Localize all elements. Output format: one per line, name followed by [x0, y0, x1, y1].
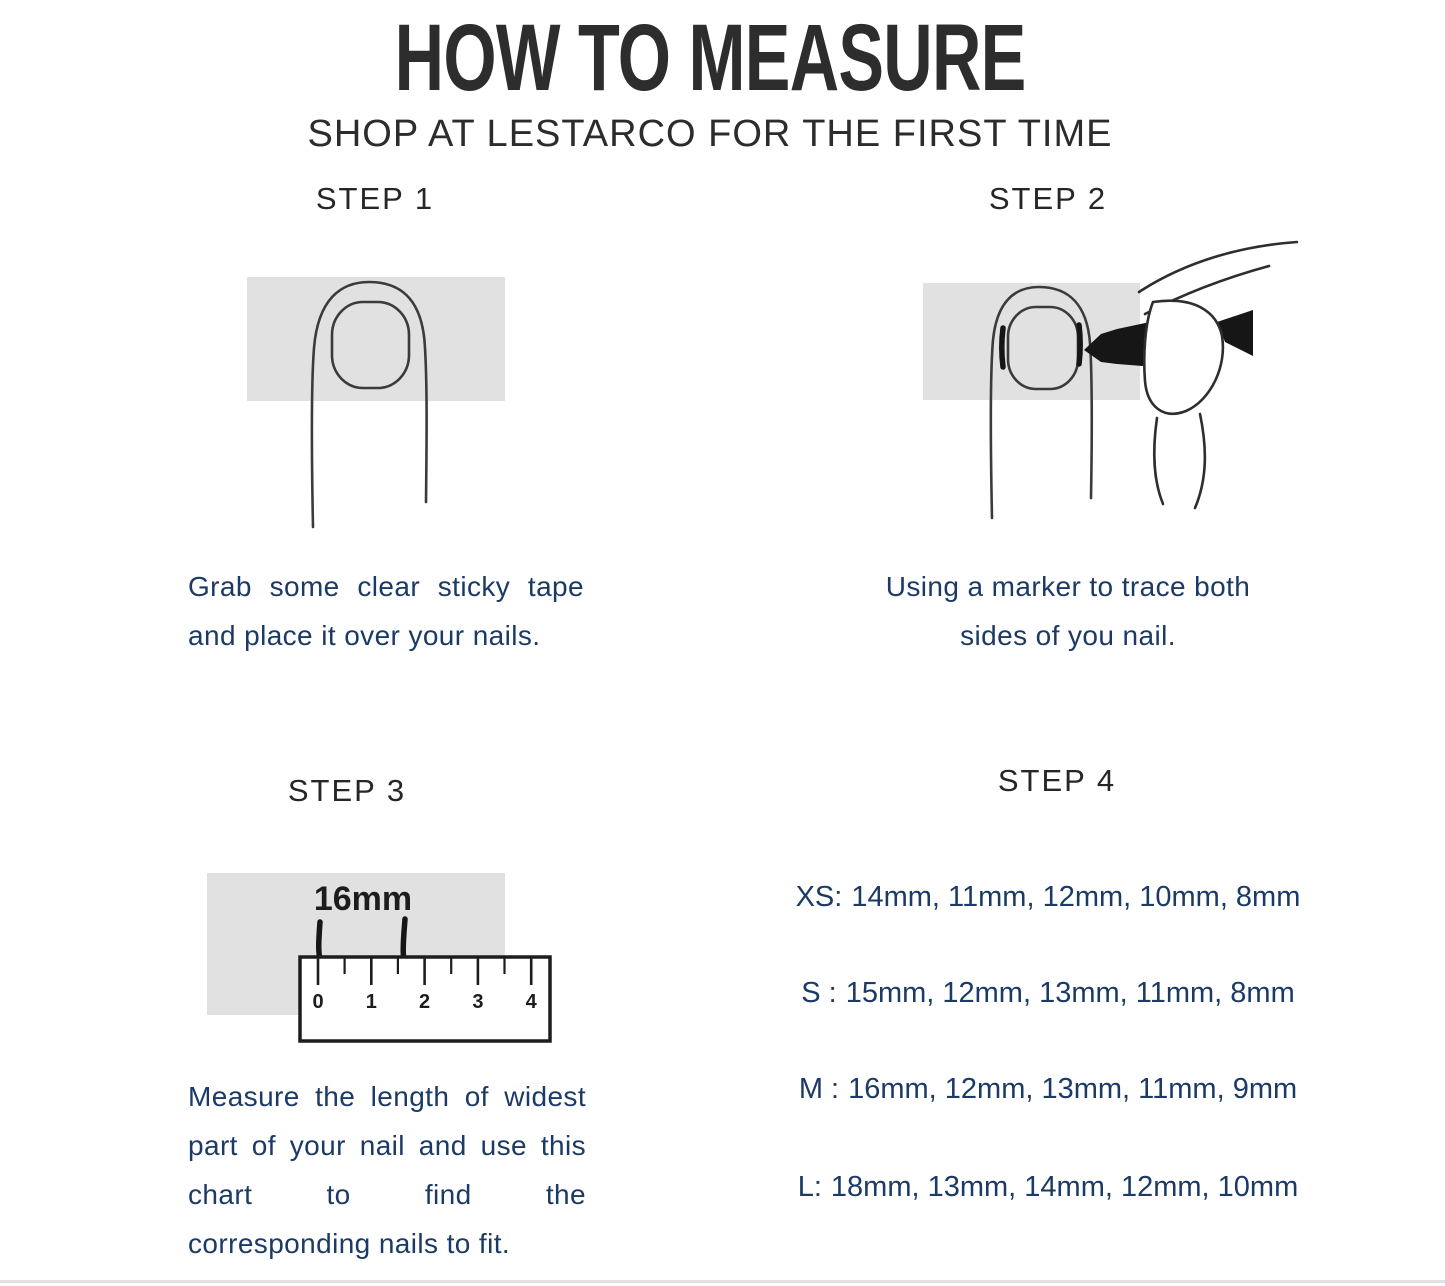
- nail-right-trace-mark: [1079, 325, 1080, 364]
- size-label: XS:: [795, 881, 843, 913]
- size-row-s: [790, 976, 1306, 1010]
- left-trace-mark: [319, 922, 320, 957]
- hand-thumb-outline-icon: [1154, 418, 1163, 504]
- step2-label: STEP 2: [988, 181, 1108, 216]
- page-subtitle: SHOP AT LESTARCO FOR THE FIRST TIME: [307, 113, 1113, 155]
- hand-wrist-outline-icon: [1195, 414, 1205, 508]
- caption-line: Measure the length of widest: [188, 1081, 586, 1112]
- caption-line: sides of you nail.: [960, 620, 1176, 651]
- size-values: 15mm, 12mm, 13mm, 11mm, 8mm: [845, 977, 1295, 1009]
- ruler-number-4: 4: [525, 991, 537, 1013]
- nail-left-trace-mark: [1002, 328, 1003, 367]
- ruler-number-1: 1: [365, 991, 377, 1013]
- size-values: 14mm, 11mm, 12mm, 10mm, 8mm: [851, 881, 1301, 913]
- size-values: 16mm, 12mm, 13mm, 11mm, 9mm: [848, 1073, 1298, 1105]
- right-trace-mark: [403, 919, 405, 957]
- page-title: HOW TO MEASURE: [394, 5, 1026, 111]
- caption-line: and place it over your nails.: [188, 620, 541, 651]
- ruler-number-0: 0: [312, 991, 324, 1013]
- size-row-m: [790, 1072, 1306, 1106]
- bottom-divider: [0, 1280, 1445, 1283]
- ruler-number-3: 3: [472, 991, 484, 1013]
- size-label: L:: [797, 1171, 822, 1203]
- size-values: 18mm, 13mm, 14mm, 12mm, 10mm: [830, 1171, 1299, 1203]
- caption-line: chart to find the: [188, 1179, 586, 1210]
- caption-line: corresponding nails to fit.: [188, 1228, 511, 1259]
- step3-caption: [188, 1072, 586, 1268]
- size-chart: [790, 762, 1306, 1242]
- step1-caption: [188, 562, 584, 660]
- step1-finger-tape-illustration: [185, 256, 605, 586]
- step3-label: STEP 3: [287, 773, 407, 808]
- tape-rect: [247, 277, 505, 401]
- step2-caption: [880, 562, 1256, 660]
- measurement-label: 16mm: [313, 880, 413, 918]
- step4-label: STEP 4: [997, 763, 1117, 798]
- step2-marker-trace-illustration: [895, 240, 1385, 570]
- step3-ruler-illustration: [190, 858, 570, 1058]
- hand-index-finger-outline-icon: [1139, 242, 1297, 292]
- caption-line: Grab some clear sticky tape: [188, 571, 584, 602]
- size-label: M :: [798, 1073, 840, 1105]
- ruler-number-2: 2: [419, 991, 431, 1013]
- caption-line: part of your nail and use this: [188, 1130, 586, 1161]
- size-label: S :: [801, 977, 837, 1009]
- caption-line: Using a marker to trace both: [885, 571, 1251, 602]
- hand-grip-outline-icon: [1144, 301, 1223, 414]
- size-row-xs: [790, 880, 1306, 914]
- size-row-l: [790, 1170, 1306, 1204]
- step1-label: STEP 1: [315, 181, 435, 216]
